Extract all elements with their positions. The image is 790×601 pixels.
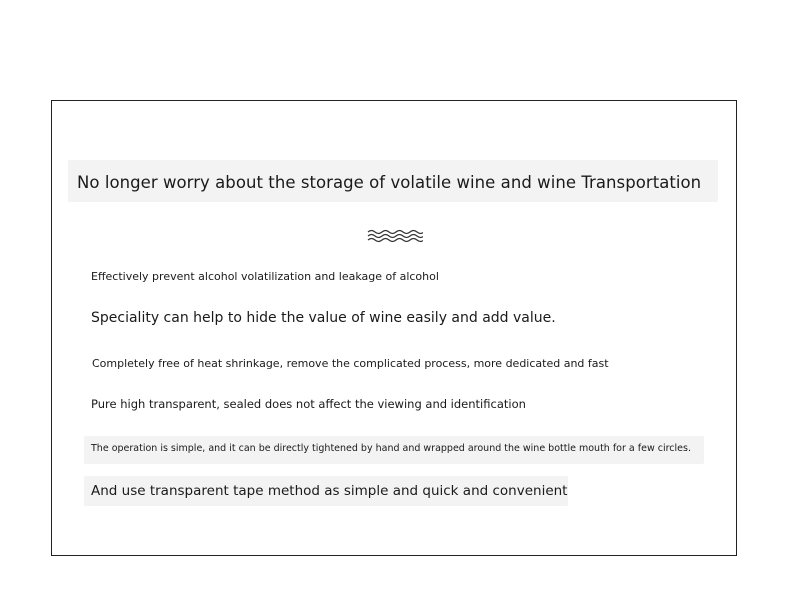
feature-line: Effectively prevent alcohol volatilization and leakage of alcohol <box>91 270 439 283</box>
feature-line: Speciality can help to hide the value of wine easily and add value. <box>91 310 556 326</box>
feature-line: The operation is simple, and it can be directly tightened by hand and wrapped around the wine bottle mouth for a few circles. <box>91 443 691 454</box>
feature-line: And use transparent tape method as simple and quick and convenient <box>91 483 568 499</box>
feature-line: Completely free of heat shrinkage, remove the complicated process, more dedicated and fast <box>92 357 609 370</box>
feature-line: Pure high transparent, sealed does not affect the viewing and identification <box>91 397 526 411</box>
headline: No longer worry about the storage of volatile wine and wine Transportation <box>77 173 702 192</box>
wave-divider-icon <box>367 228 423 244</box>
